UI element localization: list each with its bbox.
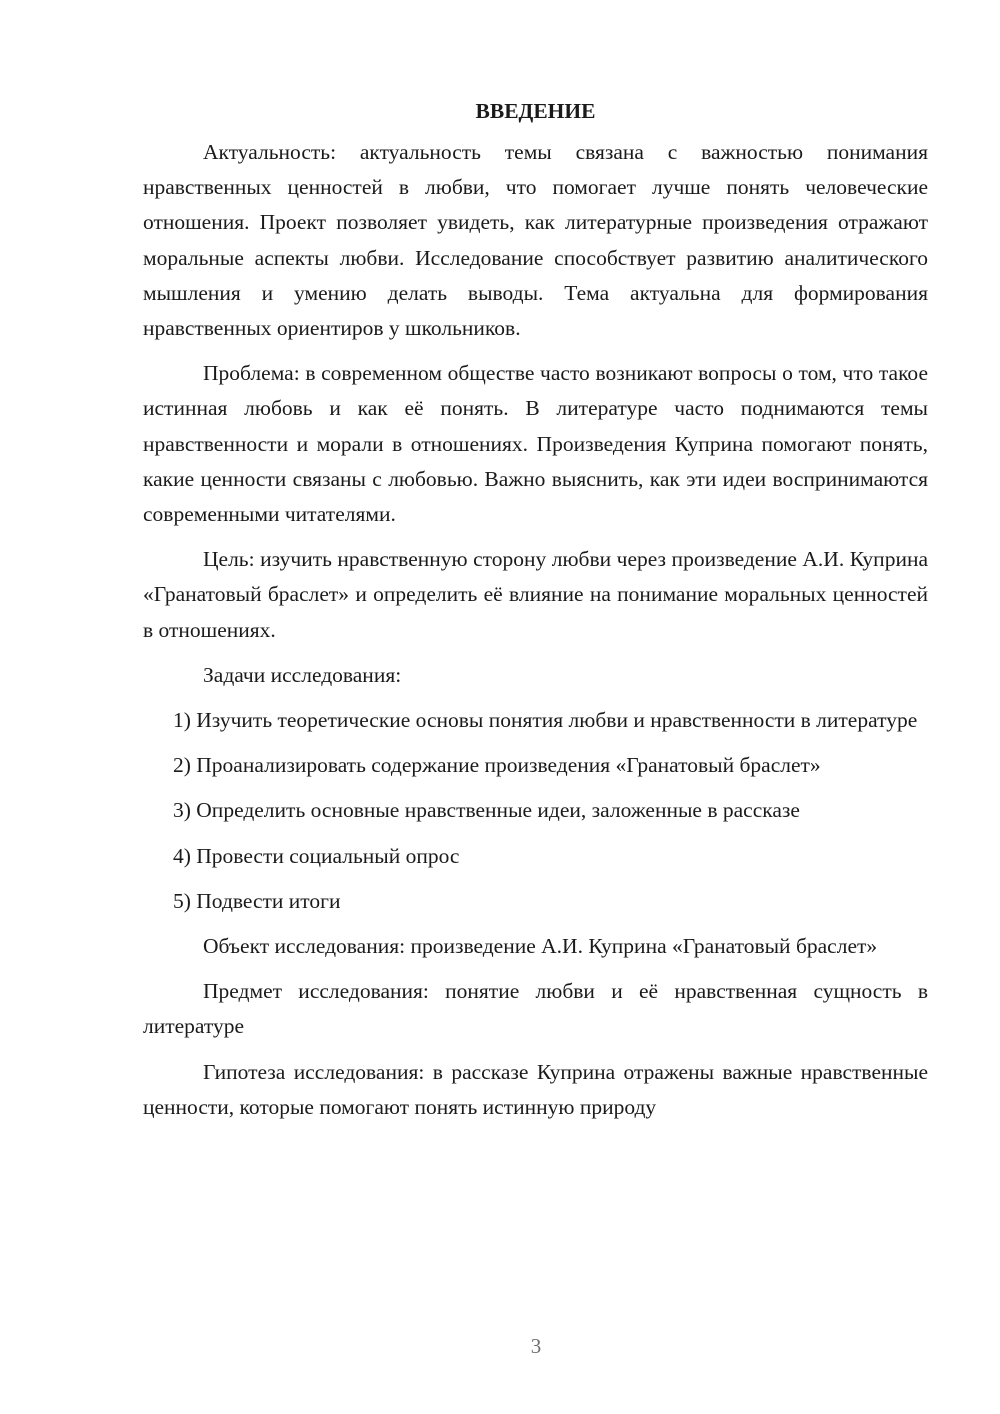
task-item-4: 4) Провести социальный опрос <box>173 843 460 868</box>
task-item-5: 5) Подвести итоги <box>173 888 341 913</box>
page-title: ВВЕДЕНИЕ <box>475 99 596 123</box>
task-item-1: 1) Изучить теоретические основы понятия любви и нравственности в литературе <box>173 708 918 733</box>
paragraph-goal: Цель: изучить нравственную сторону любви через произведение А.И. Куприна «Гранатовый браслет» и определить её влияние на понимание моральных ценностей в отношениях. <box>143 547 928 642</box>
task-item-3: 3) Определить основные нравственные идеи, заложенные в рассказе <box>173 798 800 823</box>
paragraph-subject: Предмет исследования: понятие любви и её нравственная сущность в литературе <box>143 979 928 1039</box>
task-item-2: 2) Проанализировать содержание произведения «Гранатовый браслет» <box>173 753 821 778</box>
document-body <box>143 97 928 1135</box>
paragraph-hypothesis: Гипотеза исследования: в рассказе Куприна отражены важные нравственные ценности, которые помогают понять истинную природу <box>143 1059 928 1119</box>
paragraph-object: Объект исследования: произведение А.И. Куприна «Гранатовый браслет» <box>203 934 878 959</box>
page-number: 3 <box>530 1334 542 1358</box>
paragraph-problem: Проблема: в современном обществе часто возникают вопросы о том, что такое истинная любовь и как её понять. В литературе часто поднимаются темы нравственности и морали в отношениях. Произведения Куприна помогают понять, какие ценности связаны с любовью. Важно выяснить, как эти идеи воспринимаются современными читателями. <box>143 361 928 527</box>
tasks-heading: Задачи исследования: <box>203 662 402 687</box>
paragraph-relevance: Актуальность: актуальность темы связана с важностью понимания нравственных ценностей в любви, что помогает лучше понять человеческие отношения. Проект позволяет увидеть, как литературные произведения отражают моральные аспекты любви. Исследование способствует развитию аналитического мышления и умению делать выводы. Тема актуальна для формирования нравственных ориентиров у школьников. <box>143 140 928 341</box>
